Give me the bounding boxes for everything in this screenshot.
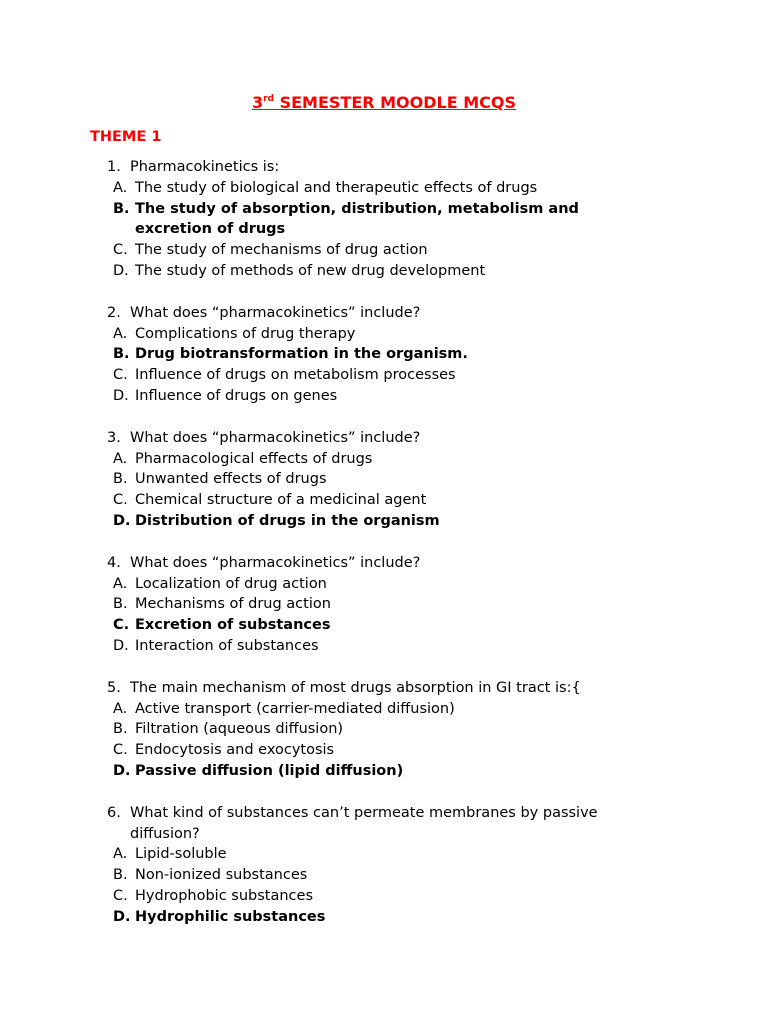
question-item [0,678,768,782]
option-item-correct [0,761,768,782]
option-text: Excretion of substances [135,617,331,634]
question-text: What does “pharmacokinetics” include? [130,429,421,446]
question-row [0,157,768,178]
option-list [0,324,768,407]
option-letter: D. [113,637,129,654]
option-letter: C. [113,242,128,259]
option-text: Interaction of substances [135,637,319,654]
question-text: The main mechanism of most drugs absorption in GI tract is:{ [130,679,581,696]
option-item [0,469,768,490]
option-text: Hydrophobic substances [135,887,313,904]
option-item-correct [0,511,768,532]
option-text: Localization of drug action [135,575,327,592]
question-list [0,157,768,949]
option-list [0,449,768,532]
option-item [0,594,768,615]
option-letter: D. [113,908,131,925]
option-item [0,844,768,865]
question-row [0,678,768,699]
option-letter: C. [113,887,128,904]
title-rest: SEMESTER MOODLE MCQS [274,93,517,112]
option-letter: D. [113,512,131,529]
question-item [0,428,768,532]
theme-heading: THEME 1 [90,129,162,145]
option-item [0,324,768,345]
option-text: Influence of drugs on genes [135,387,338,404]
option-letter: C. [113,617,130,634]
option-letter: C. [113,367,128,384]
option-item [0,574,768,595]
option-letter: B. [113,721,128,738]
option-letter: B. [113,596,128,613]
option-text: Endocytosis and exocytosis [135,742,335,759]
option-text: The study of biological and therapeutic effects of drugs [135,179,538,196]
option-text: Complications of drug therapy [135,325,356,342]
option-item [0,386,768,407]
option-text: Lipid-soluble [135,846,227,863]
option-text: Mechanisms of drug action [135,596,331,613]
option-text: Influence of drugs on metabolism processes [135,367,456,384]
option-item [0,865,768,886]
option-item [0,449,768,470]
option-text: Unwanted effects of drugs [135,471,327,488]
option-letter: A. [113,846,128,863]
question-number: 5. [107,679,121,696]
question-item [0,157,768,282]
option-text: Filtration (aqueous diffusion) [135,721,344,738]
option-text: The study of methods of new drug development [135,262,486,279]
question-item [0,553,768,657]
option-item [0,636,768,657]
option-letter: C. [113,492,128,509]
option-letter: B. [113,471,128,488]
question-text: Pharmacokinetics is: [130,159,280,175]
option-list [0,699,768,782]
question-item [0,803,768,928]
option-item-correct [0,907,768,928]
option-text: Non-ionized substances [135,867,308,884]
option-item [0,240,768,261]
option-letter: A. [113,700,128,717]
option-item-correct [0,615,768,636]
question-text: What does “pharmacokinetics” include? [130,554,421,571]
option-letter: C. [113,742,128,759]
question-item [0,303,768,407]
option-text: The study of absorption, distribution, metabolism and excretion of drugs [135,200,579,238]
option-item [0,886,768,907]
option-list [0,178,768,282]
question-text: What does “pharmacokinetics” include? [130,304,421,321]
option-list [0,844,768,927]
question-row [0,303,768,324]
option-text: Chemical structure of a medicinal agent [135,492,427,509]
option-item [0,740,768,761]
title-prefix: 3 [251,93,264,112]
option-item-correct [0,344,768,365]
option-text: Hydrophilic substances [135,908,326,925]
option-item [0,699,768,720]
option-list [0,574,768,657]
option-letter: D. [113,762,131,779]
option-letter: B. [113,346,130,363]
option-item [0,365,768,386]
title-superscript: rd [263,94,274,104]
question-row [0,428,768,449]
question-row [0,553,768,574]
question-row [0,803,768,845]
option-letter: A. [113,325,128,342]
question-number: 6. [107,804,121,821]
question-number: 2. [107,304,121,321]
option-text: The study of mechanisms of drug action [135,242,428,259]
option-letter: A. [113,575,128,592]
option-item [0,261,768,282]
option-text: Pharmacological effects of drugs [135,450,373,467]
option-letter: A. [113,450,128,467]
option-text: Active transport (carrier-mediated diffusion) [135,700,455,717]
option-letter: A. [113,179,128,196]
question-number: 1. [107,159,121,175]
option-letter: D. [113,262,129,279]
option-item [0,178,768,199]
option-letter: B. [113,200,130,217]
question-text: What kind of substances can’t permeate membranes by passive diffusion? [130,804,598,842]
option-item [0,719,768,740]
option-text: Passive diffusion (lipid diffusion) [135,762,404,779]
option-letter: B. [113,867,128,884]
page-title [0,92,768,114]
option-item [0,490,768,511]
option-letter: D. [113,387,129,404]
option-text: Distribution of drugs in the organism [135,512,440,529]
option-text: Drug biotransformation in the organism. [135,346,468,363]
option-item-correct [0,199,768,241]
question-number: 4. [107,554,121,571]
question-number: 3. [107,429,121,446]
